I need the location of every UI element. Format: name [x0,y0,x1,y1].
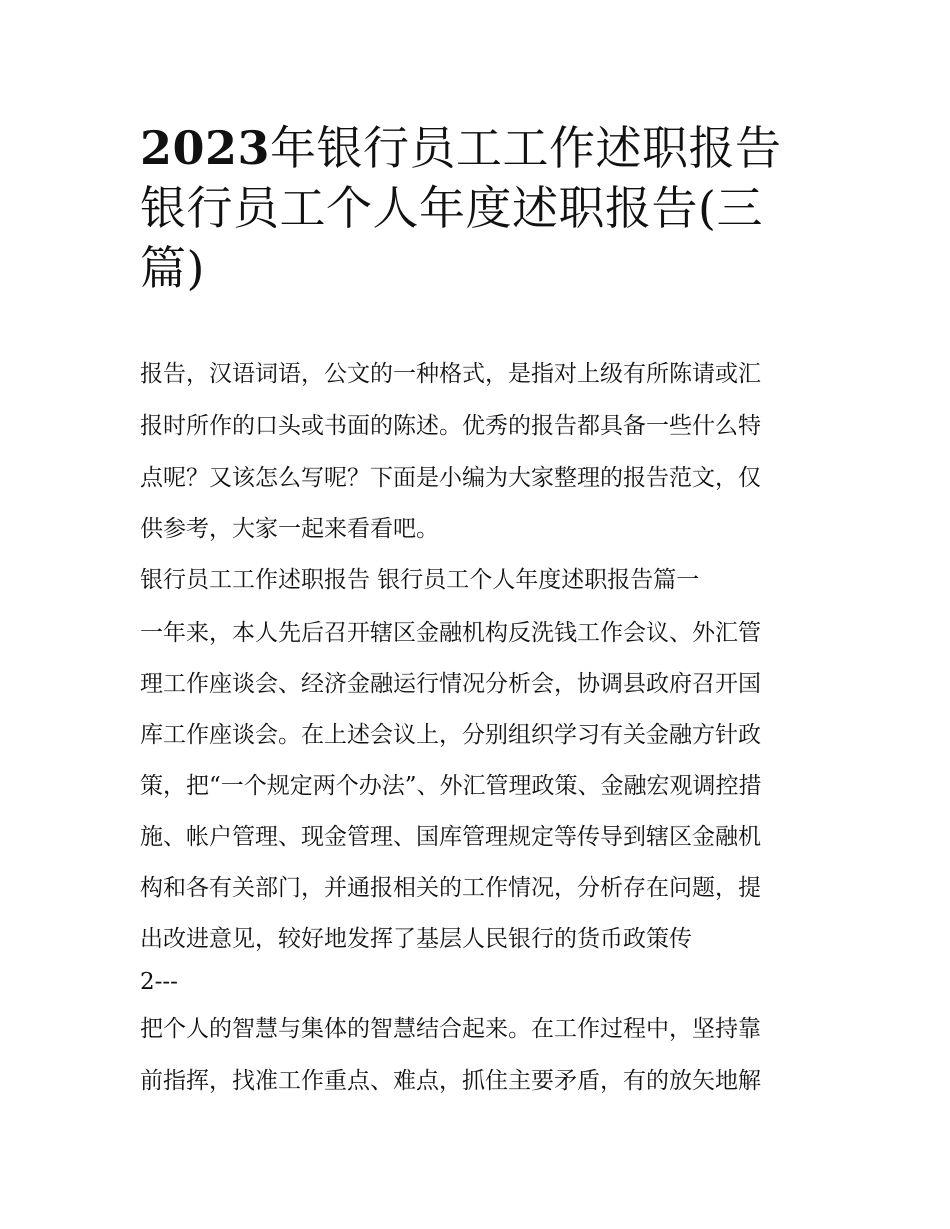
title-line-1 [140,118,816,178]
section-line: 出改进意见，较好地发挥了基层人民银行的货币政策传 [140,926,692,952]
section-line: 一年来，本人先后召开辖区金融机构反洗钱工作会议、外汇管 [140,620,761,646]
section-line: 施、帐户管理、现金管理、国库管理规定等传导到辖区金融机 [140,824,761,850]
intro-line: 供参考，大家一起来看看吧。 [140,516,439,542]
section-heading: 银行员工工作述职报告 银行员工个人年度述职报告篇一 [140,567,700,593]
intro-line: 点呢？又该怎么写呢？下面是小编为大家整理的报告范文，仅 [140,465,761,491]
section-line: 策，把“一个规定两个办法”、外汇管理政策、金融宏观调控措 [140,773,762,799]
document-title [140,118,816,298]
page-marker: 2--- [140,969,178,995]
section-line: 构和各有关部门，并通报相关的工作情况，分析存在问题，提 [140,875,761,901]
intro-line: 报告，汉语词语，公文的一种格式，是指对上级有所陈请或汇 [140,361,761,387]
section-line: 理工作座谈会、经济金融运行情况分析会，协调县政府召开国 [140,671,761,697]
continued-line: 把个人的智慧与集体的智慧结合起来。在工作过程中，坚持靠 [140,1016,761,1042]
intro-line: 报时所作的口头或书面的陈述。优秀的报告都具备一些什么特 [140,413,761,439]
section-line: 库工作座谈会。在上述会议上，分别组织学习有关金融方针政 [140,722,761,748]
title-line-3: 篇) [140,241,205,295]
document-page [140,118,816,298]
continued-line: 前指挥，找准工作重点、难点，抓住主要矛盾，有的放矢地解 [140,1068,761,1094]
title-line-2: 银行员工个人年度述职报告(三 [140,181,763,235]
title-year: 2023 [140,121,271,175]
title-line-1-text: 年银行员工工作述职报告 [270,121,782,175]
